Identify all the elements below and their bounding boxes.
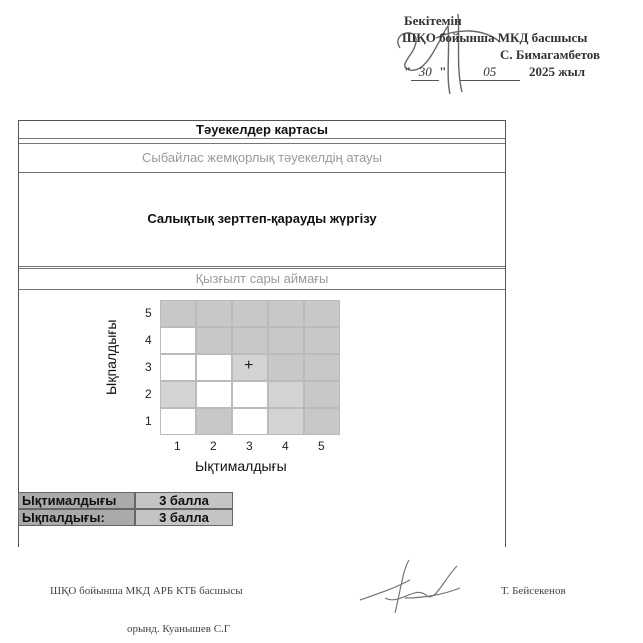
approval-block [404,12,600,81]
matrix-cell [160,381,196,408]
form-title: Тәуекелдер картасы [19,121,505,139]
matrix-cell [232,381,268,408]
matrix-cell [196,408,232,435]
risk-name: Салықтық зерттеп-қарауды жүргізу [19,171,505,267]
matrix-cell [160,300,196,327]
risk-marker: + [244,357,254,374]
score-label: Ықтималдығы [18,492,135,509]
score-row-impact [18,509,233,526]
x-tick-label: 5 [318,439,325,453]
score-table [18,492,233,526]
matrix-cell [160,354,196,381]
approval-title: Бекітемін [404,13,462,28]
matrix-cell [304,300,340,327]
x-tick-label: 4 [282,439,289,453]
date-day: 30 [411,63,439,81]
approval-signer: С. Бимагамбетов [500,47,601,62]
score-label: Ықпалдығы: [18,509,135,526]
y-tick-label: 5 [145,306,152,320]
matrix-cell [196,354,232,381]
matrix-cell [160,327,196,354]
y-tick-label: 3 [145,360,152,374]
footer-role: ШҚО бойынша МКД АРБ КТБ басшысы [50,585,243,597]
y-axis-label: Ықпалдығы [103,319,119,395]
matrix-cell [304,381,340,408]
zone-header: Қызғылт сары аймағы [19,268,505,290]
matrix-cell [196,381,232,408]
x-tick-label: 1 [174,439,181,453]
matrix-cell [268,327,304,354]
matrix-cell [268,300,304,327]
footer-signature [355,558,465,618]
x-tick-label: 3 [246,439,253,453]
y-tick-label: 4 [145,333,152,347]
y-tick-label: 2 [145,387,152,401]
footer-name: Т. Бейсекенов [501,585,566,597]
matrix-cell [232,300,268,327]
x-tick-label: 2 [210,439,217,453]
matrix-cell [268,381,304,408]
score-value: 3 балла [135,492,233,509]
date-month: 05 [460,63,520,81]
y-tick-label: 1 [145,414,152,428]
matrix-cell [268,354,304,381]
matrix-cell [232,408,268,435]
risk-name-header: Сыбайлас жемқорлық тәуекелдің атауы [19,143,505,173]
matrix-cell [304,408,340,435]
approval-date: " 30 " 05 2025 жыл [404,64,586,79]
matrix-cell [304,354,340,381]
matrix-cell [196,327,232,354]
score-row-probability [18,492,233,509]
matrix-cell [304,327,340,354]
matrix-cell [160,408,196,435]
approval-position: ШҚО бойынша МКД басшысы [402,30,588,45]
x-axis-label: Ықтималдығы [195,458,287,474]
footer-sub: орынд. Куанышев С.Г [127,623,231,635]
matrix-cell [196,300,232,327]
matrix-cell [268,408,304,435]
matrix-cell [232,327,268,354]
date-year: 2025 жыл [528,64,586,79]
score-value: 3 балла [135,509,233,526]
